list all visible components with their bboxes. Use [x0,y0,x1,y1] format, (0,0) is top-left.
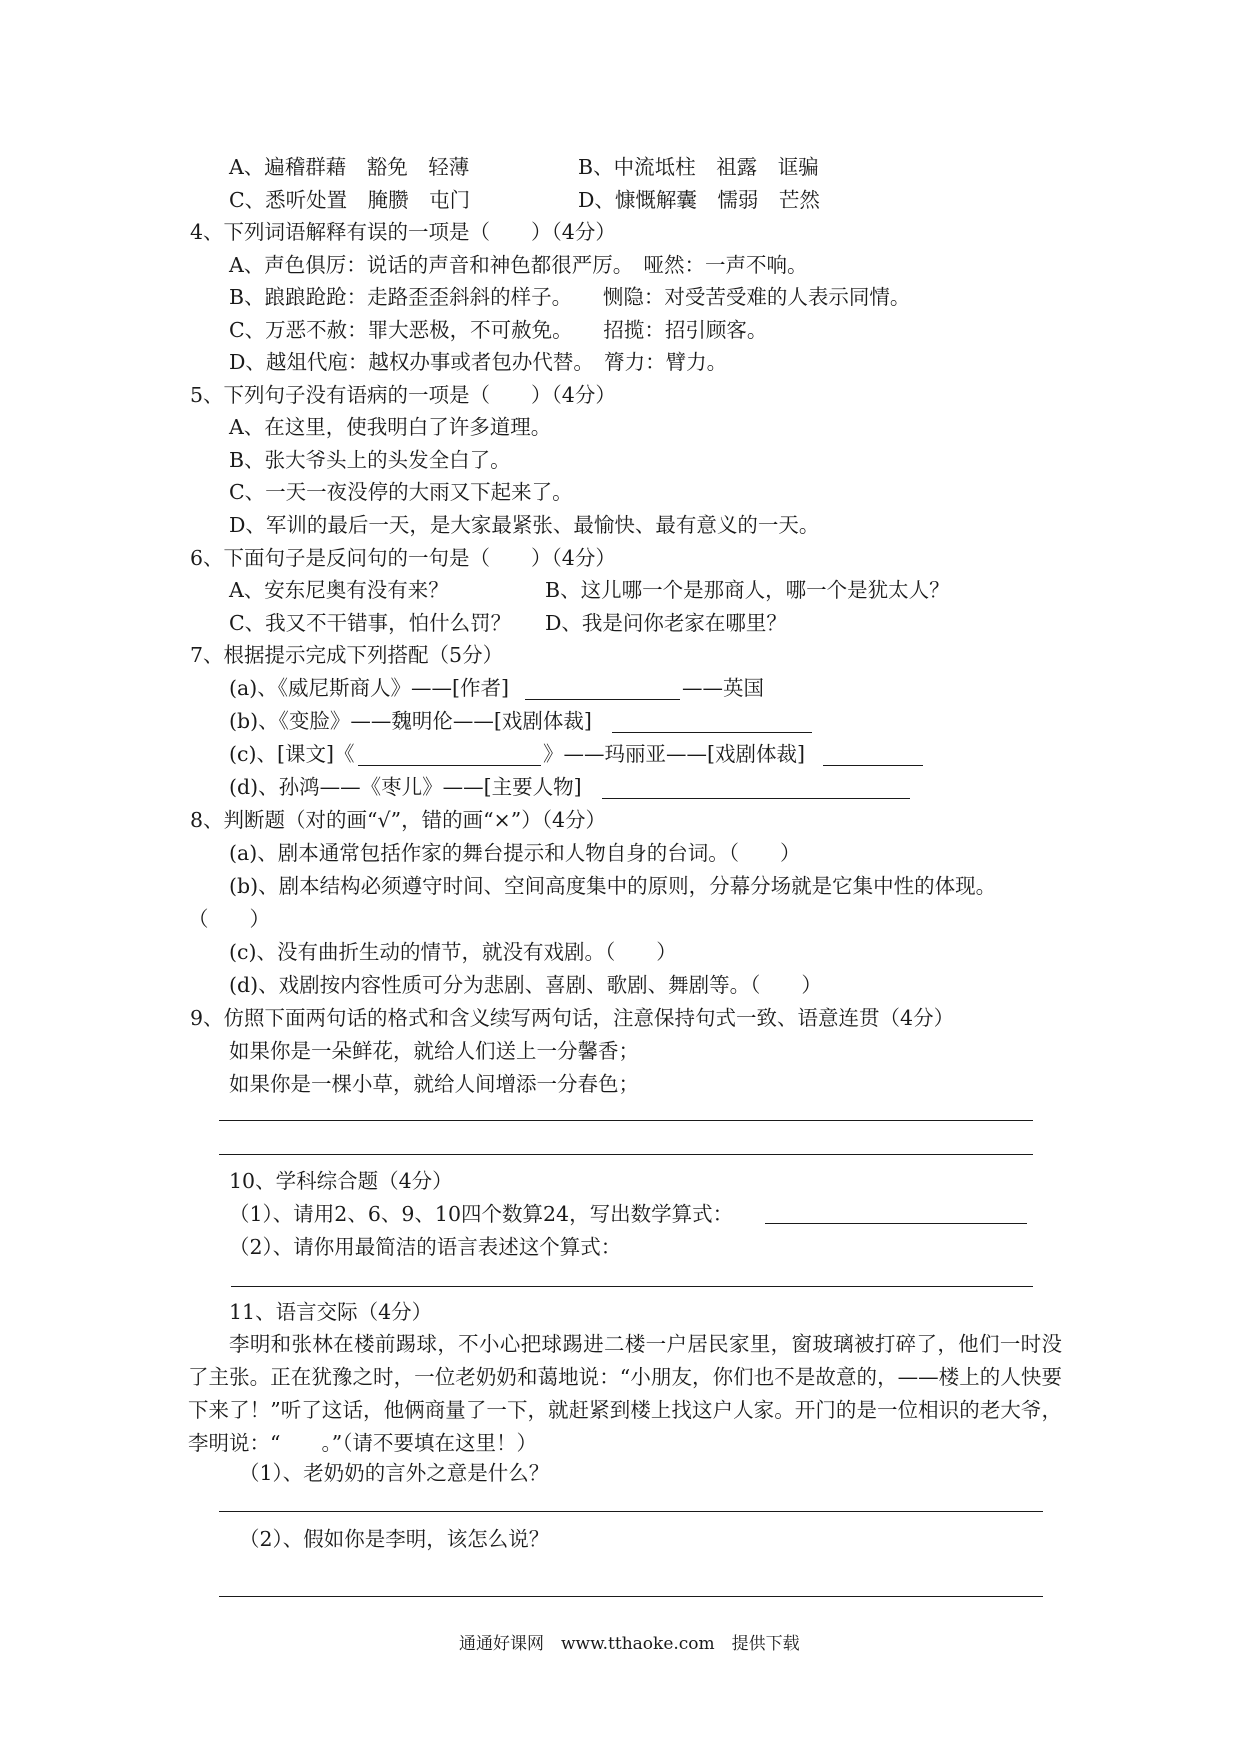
q7-b-answer-blank[interactable] [612,732,812,733]
q7-a-prefix: (a)、《威尼斯商人》——[作者] [229,676,509,700]
q9-stem: 9、仿照下面两句话的格式和含义续写两句话，注意保持句式一致、语意连贯（4分） [190,1006,955,1030]
q3-option-b: B、中流坻柱 祖露 诓骗 [578,155,819,179]
q9-example-2: 如果你是一棵小草，就给人间增添一分春色； [229,1072,639,1096]
q8-item-d: (d)、戏剧按内容性质可分为悲剧、喜剧、歌剧、舞剧等。（ ） [229,973,822,997]
q11-part-1-answer-line[interactable] [219,1511,1043,1512]
q7-a-answer-blank[interactable] [525,699,680,700]
q4-option-d: D、越俎代庖：越权办事或者包办代替。 膂力：臂力。 [229,350,728,374]
q6-stem: 6、下面句子是反问句的一句是（ ）（4分） [190,546,616,570]
q8-item-b: (b)、剧本结构必须遵守时间、空间高度集中的原则，分幕分场就是它集中性的体现。 [229,874,997,898]
q6-option-d: D、我是问你老家在哪里？ [545,611,787,635]
q4-option-a: A、声色俱厉：说话的声音和神色都很严厉。 哑然：一声不响。 [229,253,808,277]
q5-option-a: A、在这里，使我明白了许多道理。 [229,415,552,439]
q11-part-2-answer-line[interactable] [219,1596,1043,1597]
q9-example-1: 如果你是一朵鲜花，就给人们送上一分馨香； [229,1039,639,1063]
q11-passage: 李明和张林在楼前踢球，不小心把球踢进二楼一户居民家里，窗玻璃被打碎了，他们一时没了主张。正在犹豫之时，一位老奶奶和蔼地说：“小朋友，你们也不是故意的，——楼上的人快要下来了！”听了这话，他俩商量了一下，就赶紧到楼上找这户人家。开门的是一位相识的老大爷，李明说：“ 。”（请不要填在这里！） [188,1332,1062,1455]
q9-answer-line-2[interactable] [219,1154,1033,1155]
q7-b-prefix: (b)、《变脸》——魏明伦——[戏剧体裁] [229,709,592,733]
q7-a-suffix: ——英国 [682,676,764,700]
q10-stem: 10、学科综合题（4分） [229,1169,453,1193]
q10-part-2: （2）、请你用最简洁的语言表述这个算式： [229,1235,622,1259]
q7-c-prefix: (c)、[课文]《 [229,742,355,766]
q10-part-1-blank[interactable] [765,1223,1027,1224]
q4-option-c: C、万恶不赦：罪大恶极，不可赦免。 招揽：招引顾客。 [229,318,768,342]
q11-part-2: （2）、假如你是李明，该怎么说？ [239,1527,550,1551]
q5-stem: 5、下列句子没有语病的一项是（ ）（4分） [190,383,616,407]
q9-answer-line-1[interactable] [219,1120,1033,1121]
q6-option-c: C、我又不干错事，怕什么罚？ [229,611,512,635]
q7-c-genre-blank[interactable] [823,765,923,766]
q3-option-c: C、悉听处置 腌臜 屯门 [229,188,471,212]
q10-part-2-answer-line[interactable] [231,1286,1033,1287]
q11-part-1: （1）、老奶奶的言外之意是什么？ [239,1461,550,1485]
q5-option-d: D、军训的最后一天，是大家最紧张、最愉快、最有意义的一天。 [229,513,820,537]
q7-stem: 7、根据提示完成下列搭配（5分） [190,643,504,667]
q10-part-1: （1）、请用2、6、9、10四个数算24，写出数学算式： [229,1202,734,1226]
q7-d-prefix: (d)、孙鸿——《枣儿》——[主要人物] [229,775,582,799]
q11-stem: 11、语言交际（4分） [229,1300,433,1324]
q4-stem: 4、下列词语解释有误的一项是（ ）（4分） [190,220,616,244]
q5-option-b: B、张大爷头上的头发全白了。 [229,448,511,472]
q8-item-a: (a)、剧本通常包括作家的舞台提示和人物自身的台词。（ ） [229,841,801,865]
q5-option-c: C、一天一夜没停的大雨又下起来了。 [229,480,573,504]
q6-option-b: B、这儿哪一个是那商人，哪一个是犹太人？ [545,578,950,602]
q7-d-answer-blank[interactable] [602,798,910,799]
q4-option-b: B、踉踉跄跄：走路歪歪斜斜的样子。 恻隐：对受苦受难的人表示同情。 [229,285,911,309]
q8-item-c: (c)、没有曲折生动的情节，就没有戏剧。（ ） [229,940,677,964]
q7-c-title-blank[interactable] [358,765,541,766]
q7-c-middle: 》——玛丽亚——[戏剧体裁] [543,742,805,766]
q3-option-d: D、慷慨解囊 懦弱 芒然 [578,188,820,212]
q8-item-b-continued: （ ） [188,907,270,931]
q3-option-a: A、遍稽群藉 豁免 轻薄 [229,155,470,179]
q8-stem: 8、判断题（对的画“√”，错的画“×”）（4分） [190,808,606,832]
q6-option-a: A、安东尼奥有没有来？ [229,578,449,602]
footer-source: 通通好课网 www.tthaoke.com 提供下载 [459,1634,800,1654]
